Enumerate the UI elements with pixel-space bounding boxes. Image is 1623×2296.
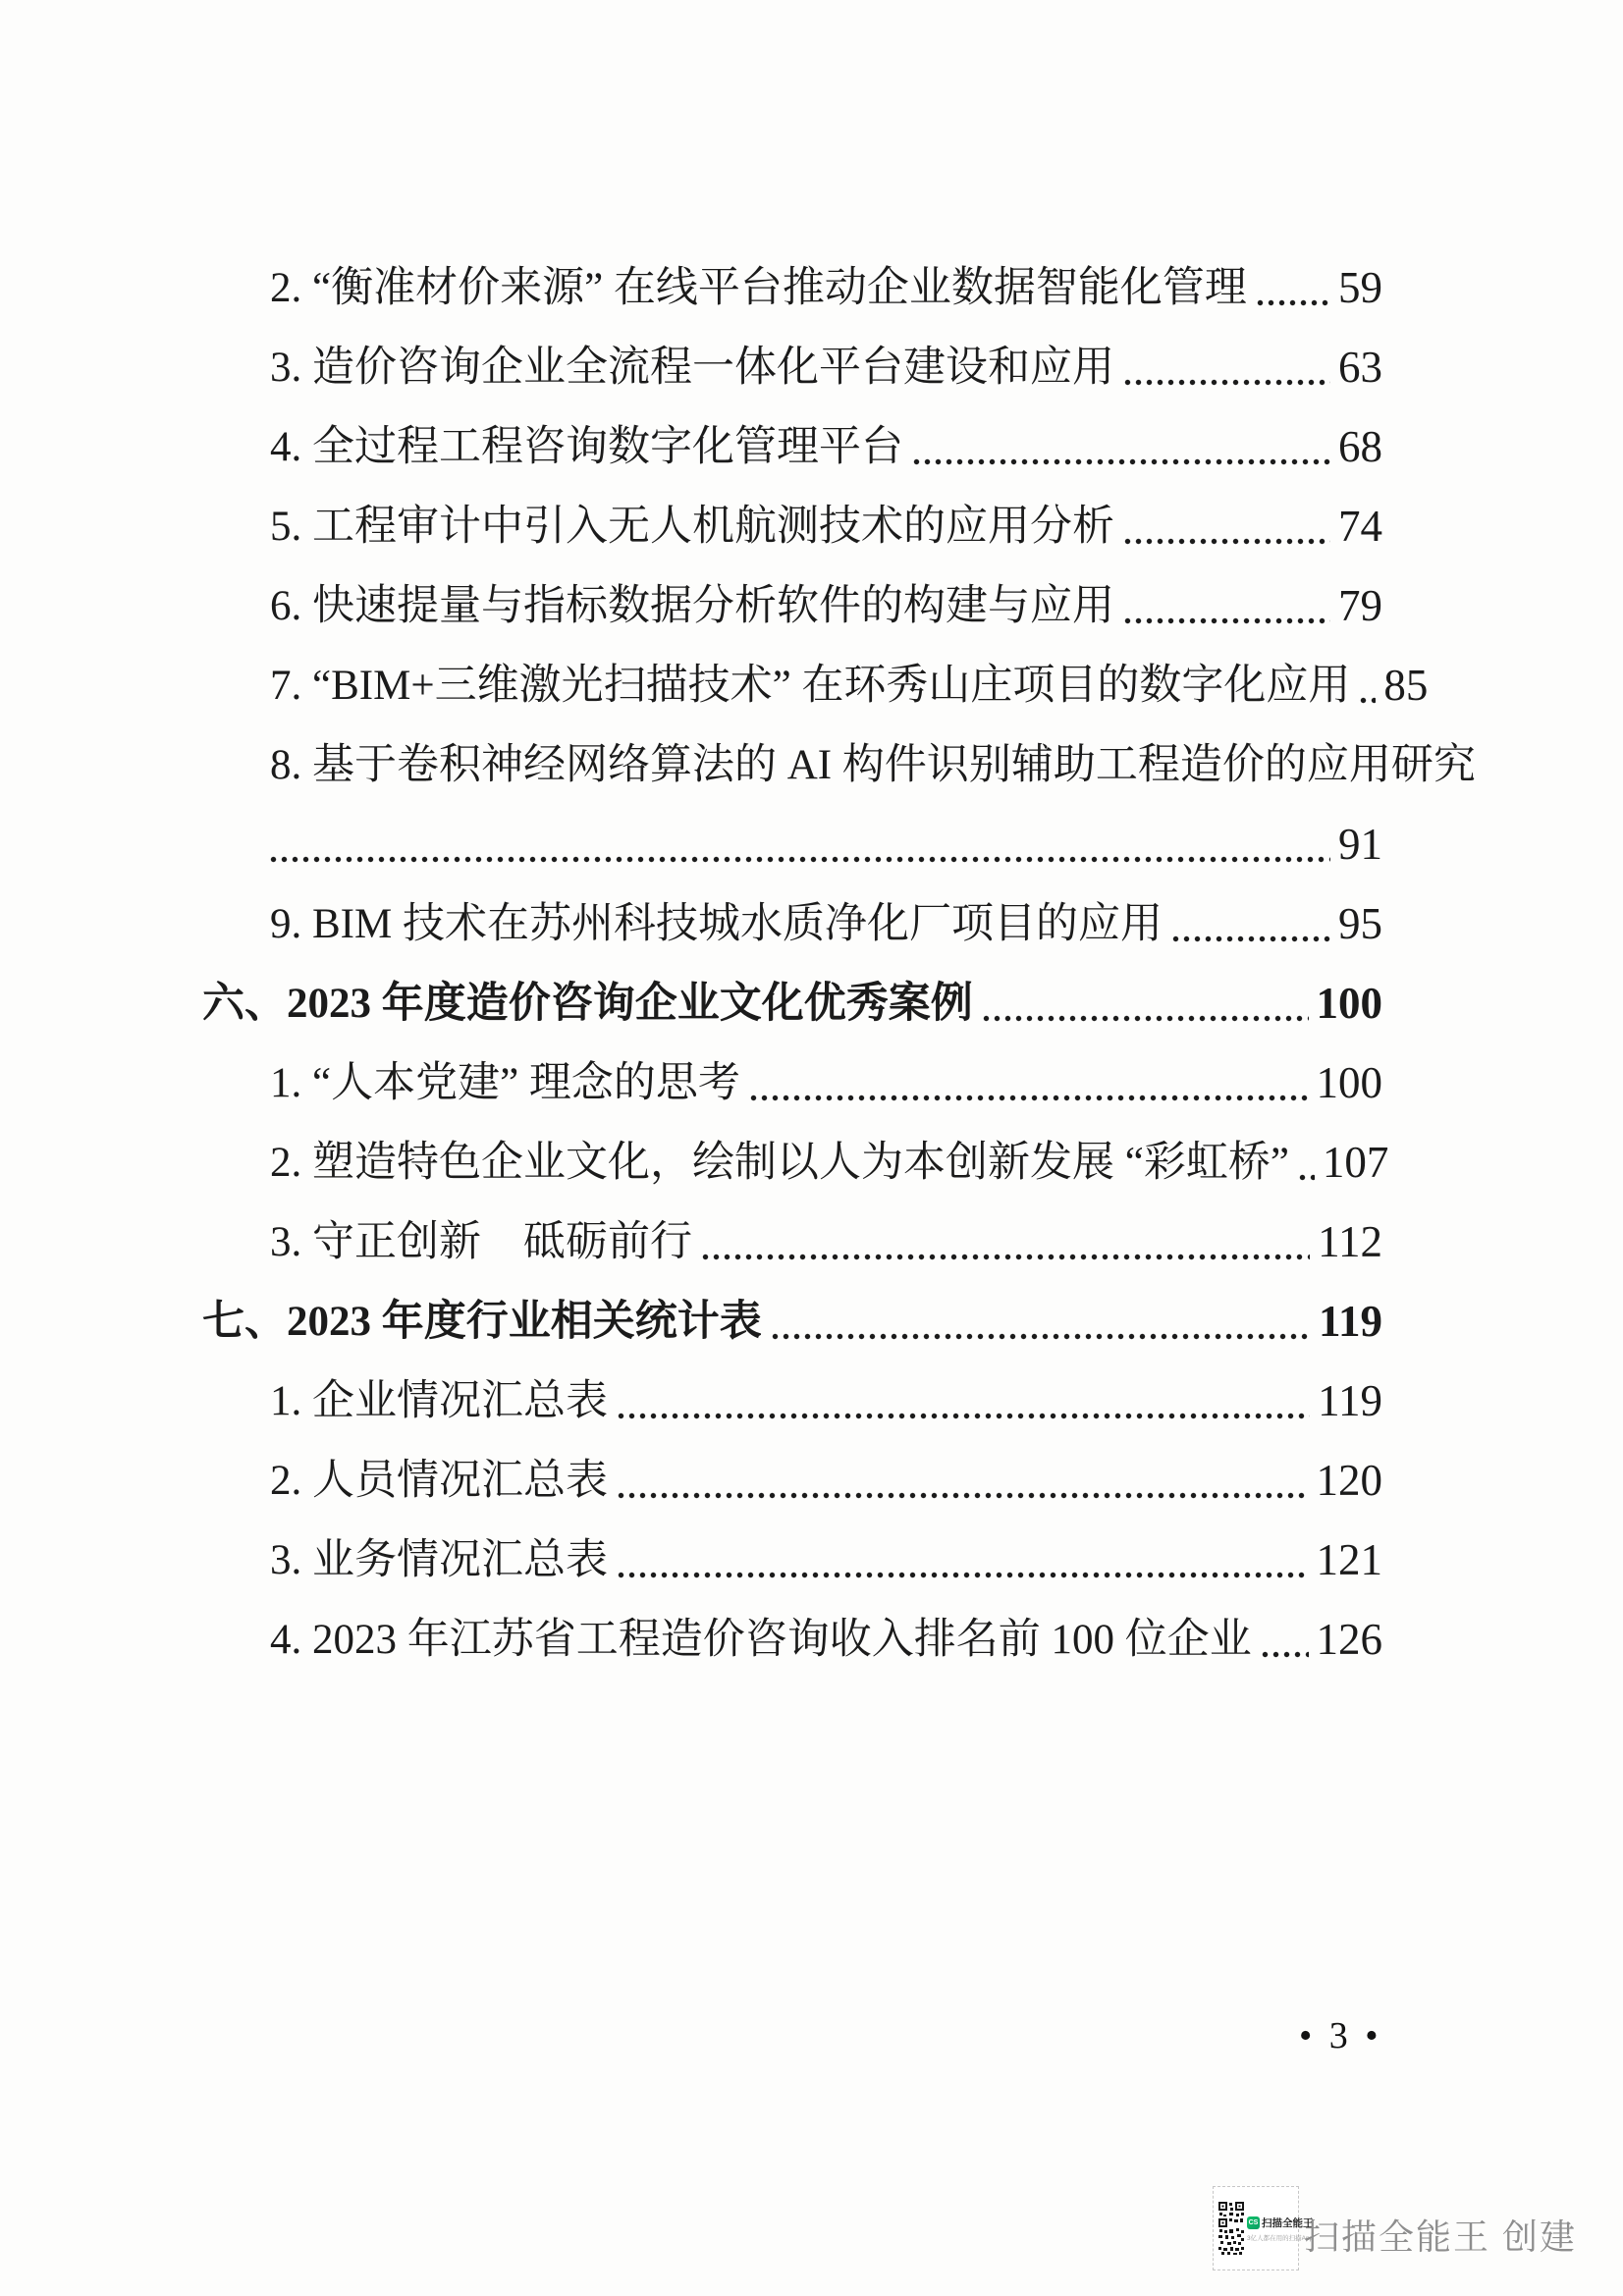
toc-item-row — [0, 1202, 1382, 1282]
toc-page-number: 95 — [1338, 898, 1382, 948]
toc-page-number: 91 — [1338, 819, 1382, 869]
toc-page-number: 59 — [1338, 262, 1382, 312]
toc-entry-label: 2. 人员情况汇总表 — [270, 1457, 608, 1504]
toc-item-row — [0, 407, 1382, 487]
toc-dot-leader — [983, 1015, 1309, 1022]
camscanner-caption: 扫描全能王 创建 — [1304, 2216, 1578, 2257]
toc-item-row — [0, 1362, 1382, 1441]
toc-dot-leader — [1172, 935, 1330, 942]
toc-entry-label: 4. 全过程工程咨询数字化管理平台 — [270, 423, 903, 470]
toc-item-row — [0, 884, 1382, 964]
toc-dot-leader — [750, 1095, 1309, 1101]
toc-dot-leader — [913, 458, 1330, 465]
toc-page-number: 107 — [1322, 1137, 1389, 1187]
toc-entry-label: 8. 基于卷积神经网络算法的 AI 构件识别辅助工程造价的应用研究 — [270, 741, 1476, 788]
toc-dot-leader — [1360, 697, 1376, 704]
toc-dot-leader — [618, 1492, 1309, 1499]
toc-item-row — [0, 1123, 1389, 1202]
toc-entry-label: 5. 工程审计中引入无人机航测技术的应用分析 — [270, 503, 1114, 550]
toc-dot-leader — [1299, 1174, 1315, 1181]
toc-entry-label: 3. 守正创新 砥砺前行 — [270, 1218, 692, 1265]
toc-page-number: 68 — [1338, 421, 1382, 471]
qr-code-icon — [1218, 2202, 1244, 2255]
toc-item-row — [0, 1441, 1382, 1521]
table-of-contents — [0, 248, 1476, 1680]
toc-section-row — [0, 964, 1382, 1043]
toc-page-number: 74 — [1338, 501, 1382, 551]
toc-entry-label: 6. 快速提量与指标数据分析软件的构建与应用 — [270, 582, 1114, 629]
toc-entry-label: 3. 造价咨询企业全流程一体化平台建设和应用 — [270, 344, 1114, 391]
toc-page-number: 85 — [1383, 660, 1429, 710]
toc-item-row — [0, 248, 1382, 328]
toc-entry-label: 2. 塑造特色企业文化，绘制以人为本创新发展 “彩虹桥” — [270, 1139, 1289, 1186]
toc-entry-label: 3. 业务情况汇总表 — [270, 1536, 608, 1583]
toc-dot-leader — [270, 856, 1330, 863]
toc-dot-leader — [618, 1572, 1309, 1578]
toc-item-row — [0, 566, 1382, 646]
toc-entry-label: 1. 企业情况汇总表 — [270, 1377, 608, 1424]
toc-dot-leader — [1124, 379, 1330, 386]
toc-page-number: 121 — [1316, 1534, 1382, 1584]
camscanner-logo-icon: CS — [1247, 2216, 1260, 2229]
toc-dot-leader — [702, 1254, 1310, 1260]
toc-item-row — [0, 1043, 1382, 1123]
toc-page-number: 119 — [1318, 1296, 1382, 1346]
toc-item-row — [0, 1600, 1382, 1680]
badge-text-block — [1247, 2216, 1314, 2242]
toc-dot-leader — [1124, 617, 1330, 624]
toc-entry-label: 7. “BIM+三维激光扫描技术” 在环秀山庄项目的数字化应用 — [270, 662, 1351, 709]
camscanner-badge — [1213, 2186, 1314, 2270]
toc-item-row — [0, 1521, 1382, 1600]
toc-page-number: 119 — [1318, 1375, 1382, 1425]
toc-dot-leader — [1262, 1651, 1309, 1658]
toc-page-number: 120 — [1316, 1455, 1382, 1505]
toc-page-number: 126 — [1316, 1614, 1382, 1664]
toc-entry-label: 七、2023 年度行业相关统计表 — [202, 1298, 762, 1345]
toc-page-number: 79 — [1338, 580, 1382, 630]
toc-page-number: 63 — [1338, 342, 1382, 392]
toc-dot-leader — [772, 1333, 1311, 1340]
toc-item-row — [0, 805, 1382, 884]
toc-dot-leader — [618, 1413, 1310, 1419]
page-number-marker: • 3 • — [1299, 2015, 1382, 2056]
toc-item-row — [0, 725, 1476, 805]
toc-entry-label: 9. BIM 技术在苏州科技城水质净化厂项目的应用 — [270, 900, 1163, 947]
toc-entry-label: 六、2023 年度造价咨询企业文化优秀案例 — [202, 980, 973, 1027]
toc-item-row — [0, 328, 1382, 407]
toc-item-row — [0, 646, 1429, 725]
badge-app-name: 扫描全能王 — [1262, 2216, 1314, 2229]
toc-page-number: 112 — [1318, 1216, 1382, 1266]
toc-entry-label: 4. 2023 年江苏省工程造价咨询收入排名前 100 位企业 — [270, 1616, 1252, 1663]
toc-item-row — [0, 487, 1382, 566]
toc-dot-leader — [1124, 538, 1330, 545]
badge-tagline: 3亿人都在用的扫描App — [1247, 2234, 1314, 2242]
toc-entry-label: 2. “衡准材价来源” 在线平台推动企业数据智能化管理 — [270, 264, 1247, 311]
toc-section-row — [0, 1282, 1382, 1362]
toc-dot-leader — [1257, 299, 1330, 306]
toc-entry-label: 1. “人本党建” 理念的思考 — [270, 1059, 740, 1106]
toc-page-number: 100 — [1316, 978, 1382, 1028]
toc-page-number: 100 — [1316, 1057, 1382, 1107]
